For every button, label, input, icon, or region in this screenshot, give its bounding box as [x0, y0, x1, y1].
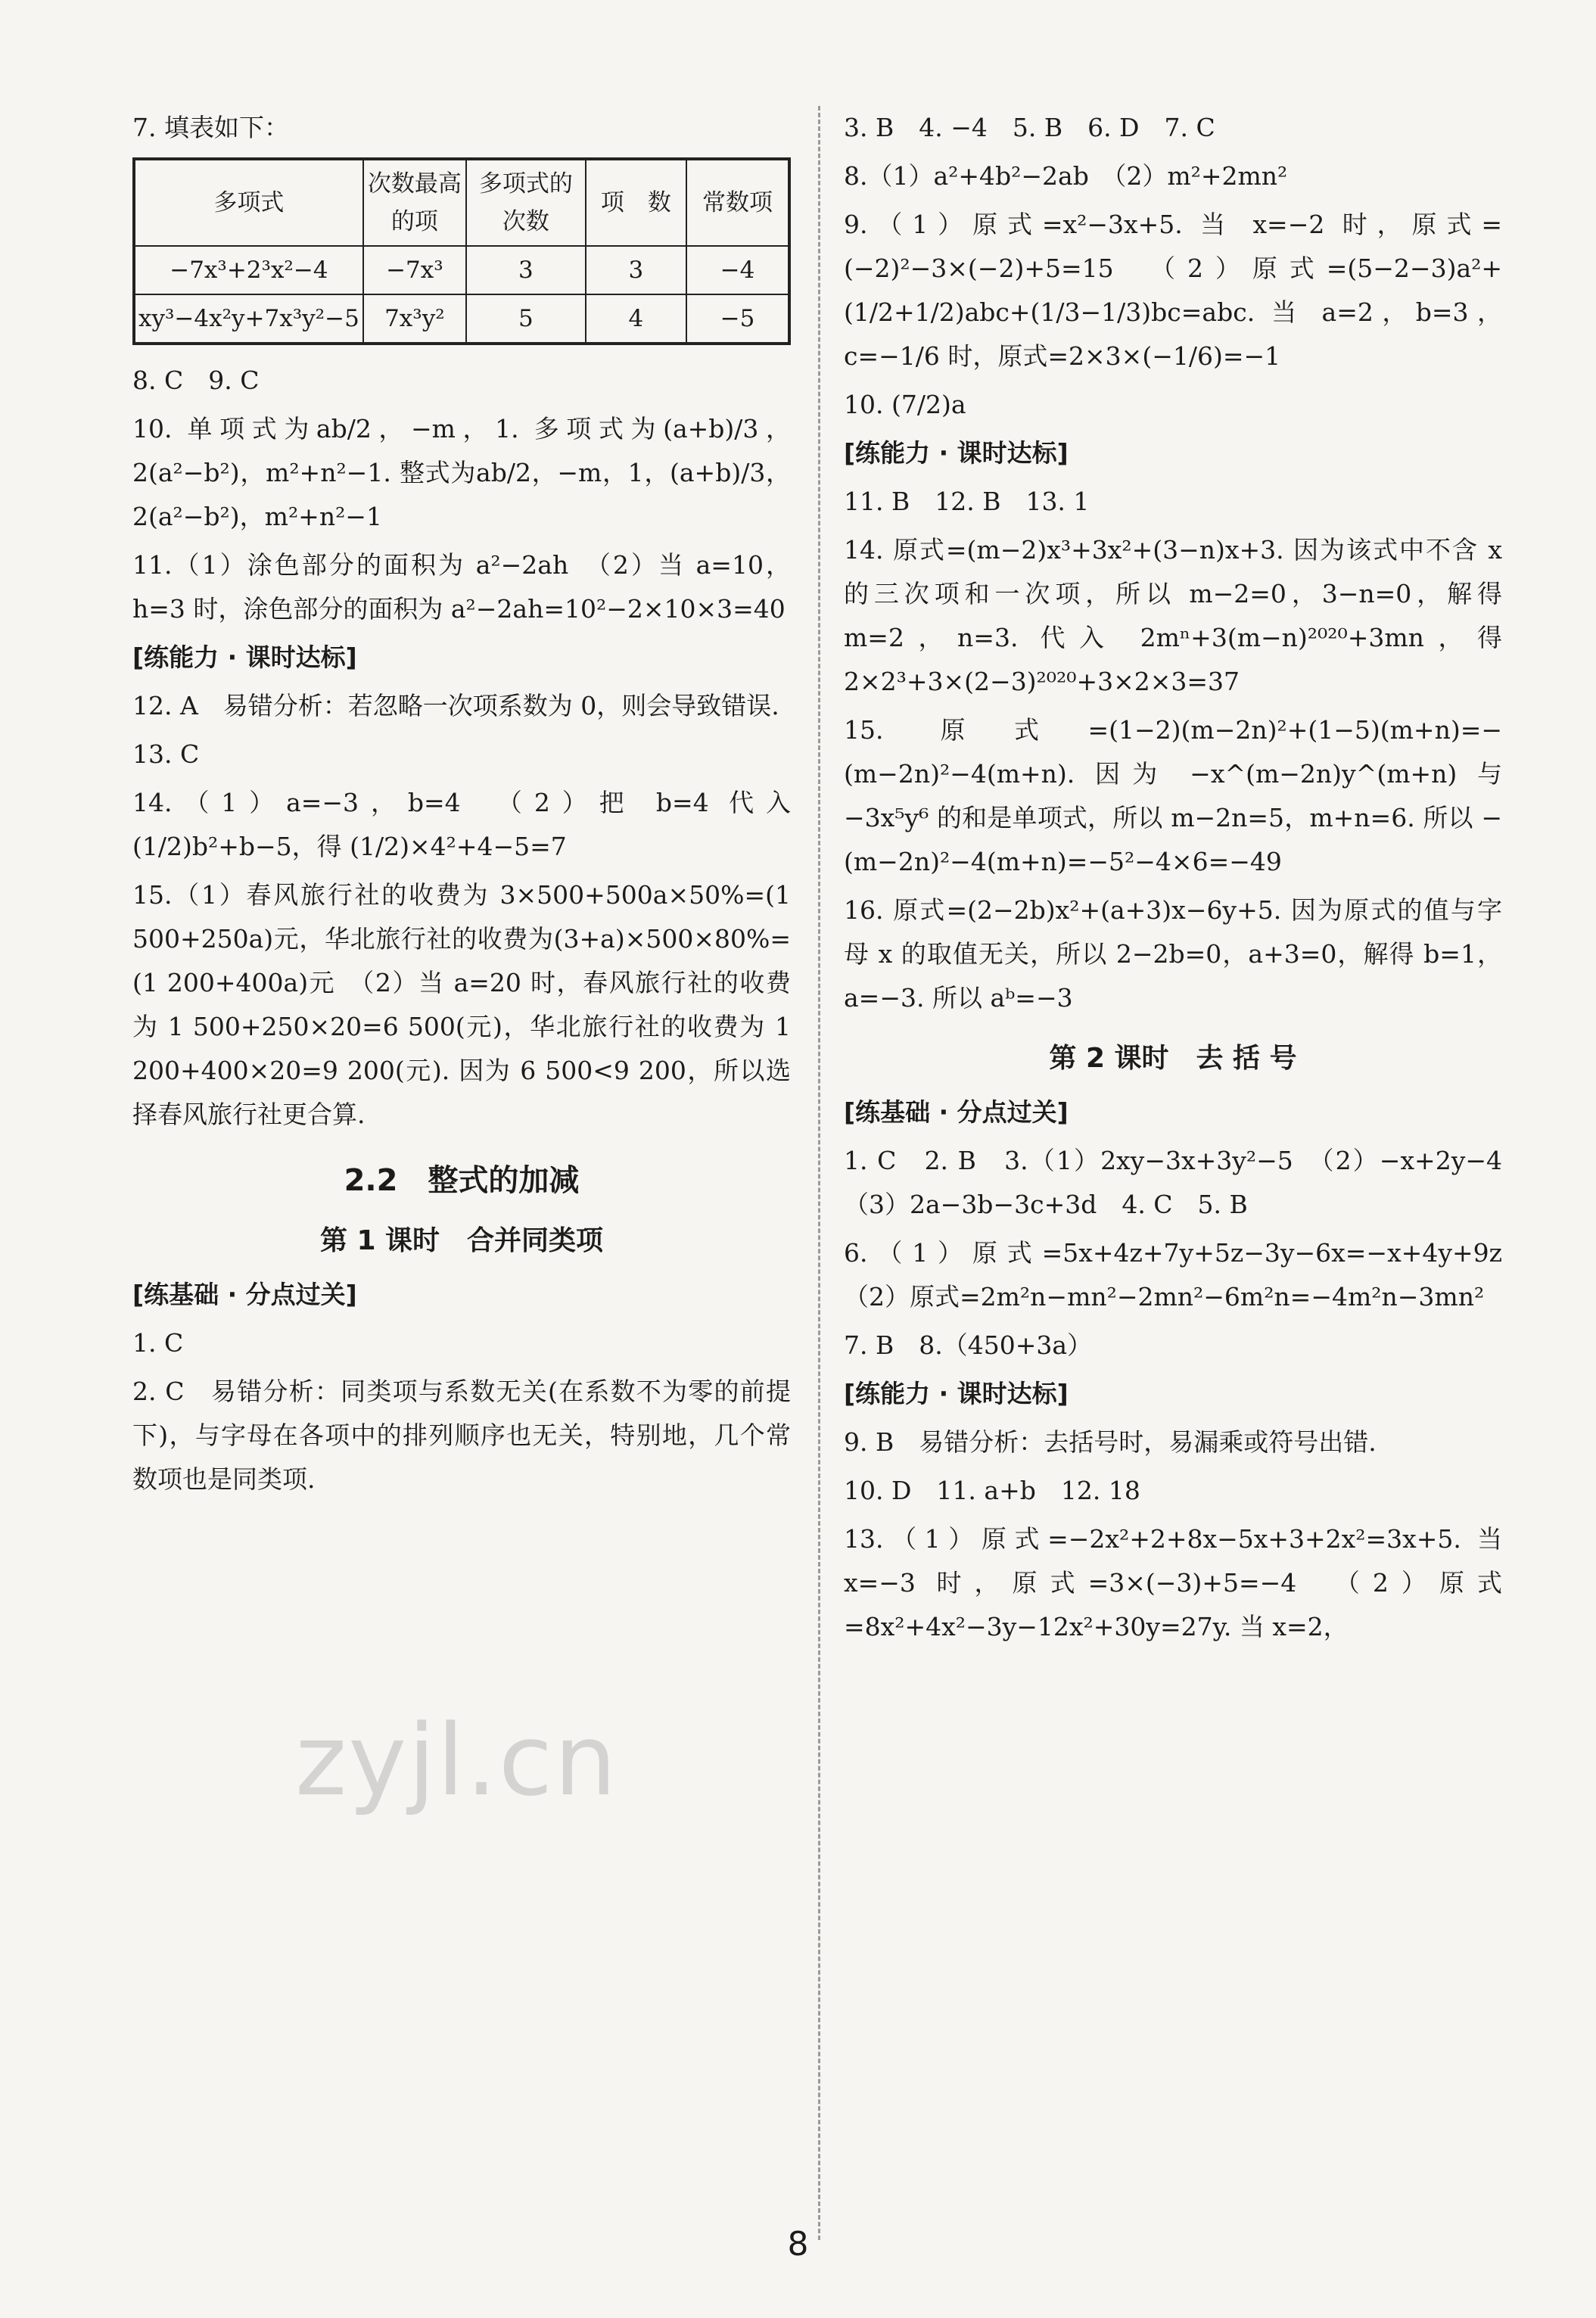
table-header-cell: 多项式的次数: [466, 159, 586, 246]
answer-line: 1. C 2. B 3.（1）2xy−3x+3y²−5 （2）−x+2y−4 （3）2a−3b−3c+3d 4. C 5. B: [844, 1146, 1527, 1219]
table-cell: 3: [586, 246, 686, 294]
answer-line: 16. 原式=(2−2b)x²+(a+3)x−6y+5. 因为原式的值与字母 x 的取值无关，所以 2−2b=0，a+3=0，解得 b=1，a=−3. 所以 aᵇ=−3: [844, 895, 1502, 1013]
answer-table: [132, 157, 791, 345]
answer-line: 10. D 11. a+b 12. 18: [844, 1476, 1140, 1505]
table-row: [134, 294, 789, 344]
table-header-cell: 多项式: [134, 159, 363, 246]
table-header-row: [134, 159, 789, 246]
answer-line: 2. C 易错分析：同类项与系数无关(在系数不为零的前提下)，与字母在各项中的排列顺序也无关，特别地，几个常数项也是同类项.: [132, 1377, 791, 1494]
table-cell: −4: [686, 246, 789, 294]
page-number: 8: [787, 2225, 809, 2264]
left-column: [132, 106, 791, 1506]
table-row: [134, 246, 789, 294]
answer-line: 13. C: [132, 739, 200, 769]
answer-line: 14.（1）a=−3，b=4 （2）把 b=4 代入 (1/2)b²+b−5，得 (1/2)×4²+4−5=7: [132, 788, 791, 861]
answer-line: 8. C 9. C: [132, 366, 260, 395]
table-cell: −7x³: [363, 246, 466, 294]
table-header-cell: 项 数: [586, 159, 686, 246]
table-cell: −5: [686, 294, 789, 344]
answer-line: 10. (7/2)a: [844, 390, 966, 419]
right-column: [844, 106, 1527, 1654]
table-cell: 3: [466, 246, 586, 294]
answer-line: 11. B 12. B 13. 1: [844, 487, 1090, 516]
answer-line: 7. B 8.（450+3a）: [844, 1330, 1093, 1360]
answer-line: 15. 原式=(1−2)(m−2n)²+(1−5)(m+n)=−(m−2n)²−4(m+n). 因为 −x^(m−2n)y^(m+n) 与 −3x⁵y⁶ 的和是单项式，所以 m−2n=5，m+n=6. 所以 −(m−2n)²−4(m+n)=−5²−4×6=−49: [844, 715, 1502, 876]
q7-intro: 7. 填表如下：: [132, 113, 289, 142]
answer-line: 14. 原式=(m−2)x³+3x²+(3−n)x+3. 因为该式中不含 x 的三次项和一次项，所以 m−2=0，3−n=0，解得 m=2，n=3. 代入 2mⁿ+3(m−n)²⁰²⁰+3mn，得 2×2³+3×(2−3)²⁰²⁰+3×2×3=37: [844, 535, 1502, 696]
lesson-heading: 第 1 课时 合并同类项: [319, 1225, 604, 1256]
section-heading: [练能力 · 课时达标]: [132, 643, 357, 672]
table-cell: −7x³+2³x²−4: [134, 246, 363, 294]
answer-line: 9.（1）原式=x²−3x+5. 当 x=−2 时，原式=(−2)²−3×(−2)+5=15 （2）原式=(5−2−3)a²+(1/2+1/2)abc+(1/3−1/3)bc=abc. 当 a=2，b=3，c=−1/6 时，原式=2×3×(−1/6)=−1: [844, 210, 1502, 371]
table-cell: 4: [586, 294, 686, 344]
section-heading: [练能力 · 课时达标]: [844, 1379, 1069, 1408]
table-header-cell: 次数最高的项: [363, 159, 466, 246]
section-heading: [练基础 · 分点过关]: [844, 1097, 1069, 1127]
answer-line: 1. C: [132, 1328, 184, 1358]
chapter-heading: 2.2 整式的加减: [344, 1163, 580, 1198]
lesson-heading: 第 2 课时 去 括 号: [1049, 1043, 1297, 1074]
answer-line: 8.（1）a²+4b²−2ab （2）m²+2mn²: [844, 161, 1288, 191]
watermark: zyjl.cn: [295, 1703, 618, 1818]
answer-line: 6.（1）原式=5x+4z+7y+5z−3y−6x=−x+4y+9z （2）原式=2m²n−mn²−2mn²−6m²n=−4m²n−3mn²: [844, 1238, 1527, 1311]
answer-line: 12. A 易错分析：若忽略一次项系数为 0，则会导致错误.: [132, 691, 779, 720]
answer-line: 11.（1）涂色部分的面积为 a²−2ah （2）当 a=10，h=3 时，涂色部分的面积为 a²−2ah=10²−2×10×3=40: [132, 550, 791, 624]
table-cell: xy³−4x²y+7x³y²−5: [134, 294, 363, 344]
answer-line: 10. 单项式为ab/2，−m，1. 多项式为(a+b)/3，2(a²−b²)，m²+n²−1. 整式为ab/2，−m，1，(a+b)/3，2(a²−b²)，m²+n²−1: [132, 414, 791, 531]
answer-line: 13.（1）原式=−2x²+2+8x−5x+3+2x²=3x+5. 当 x=−3 时，原式=3×(−3)+5=−4 （2）原式=8x²+4x²−3y−12x²+30y=27y. 当 x=2，: [844, 1524, 1502, 1641]
answer-line: 3. B 4. −4 5. B 6. D 7. C: [844, 113, 1215, 142]
answer-line: 15.（1）春风旅行社的收费为 3×500+500a×50%=(1 500+250a)元，华北旅行社的收费为(3+a)×500×80%=(1 200+400a)元 （2）当 a=20 时，春风旅行社的收费为 1 500+250×20=6 500(元)，华北旅行社的收费为 1 200+400×20=9 200(元). 因为 6 500<9 200，所以选择春风旅行社更合算.: [132, 880, 791, 1129]
table-cell: 7x³y²: [363, 294, 466, 344]
table-cell: 5: [466, 294, 586, 344]
column-divider: [818, 106, 820, 2240]
answer-line: 9. B 易错分析：去括号时，易漏乘或符号出错.: [844, 1427, 1377, 1457]
section-heading: [练基础 · 分点过关]: [132, 1280, 357, 1309]
section-heading: [练能力 · 课时达标]: [844, 438, 1069, 468]
table-header-cell: 常数项: [686, 159, 789, 246]
